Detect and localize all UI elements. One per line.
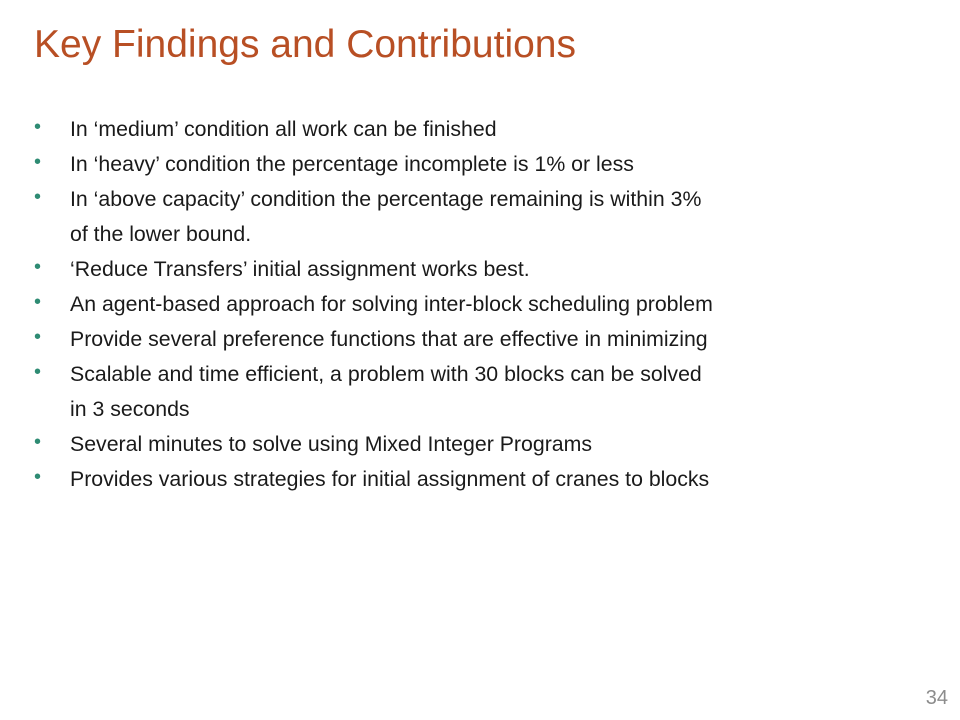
bullet-item	[34, 287, 960, 322]
bullet-item	[34, 462, 960, 497]
bullet-icon: •	[34, 466, 42, 488]
bullet-icon: •	[34, 291, 42, 313]
bullet-icon: •	[34, 361, 42, 383]
bullet-icon: •	[34, 326, 42, 348]
bullet-text: ‘Reduce Transfers’ initial assignment works best.	[70, 257, 530, 281]
slide-title: Key Findings and Contributions	[34, 23, 576, 66]
bullet-text: An agent-based approach for solving inter-block scheduling problem	[70, 292, 713, 316]
bullet-item	[34, 112, 960, 147]
bullet-text: In ‘above capacity’ condition the percentage remaining is within 3% of the lower bound.	[70, 187, 702, 246]
bullet-icon: •	[34, 431, 42, 453]
bullet-item	[34, 427, 960, 462]
bullet-text: Provides various strategies for initial assignment of cranes to blocks	[70, 467, 710, 491]
page-number: 34	[925, 687, 948, 709]
bullet-item	[34, 252, 960, 287]
bullet-list	[34, 112, 960, 497]
bullet-icon: •	[34, 186, 42, 208]
bullet-item	[34, 357, 960, 427]
bullet-item	[34, 147, 960, 182]
bullet-text: Provide several preference functions that are effective in minimizing	[70, 327, 708, 351]
bullet-text: Scalable and time efficient, a problem with 30 blocks can be solved in 3 seconds	[70, 362, 702, 421]
bullet-text: Several minutes to solve using Mixed Integer Programs	[70, 432, 593, 456]
bullet-text: In ‘medium’ condition all work can be finished	[70, 117, 497, 141]
bullet-icon: •	[34, 256, 42, 278]
bullet-item	[34, 322, 960, 357]
bullet-text: In ‘heavy’ condition the percentage incomplete is 1% or less	[70, 152, 634, 176]
bullet-item	[34, 182, 960, 252]
bullet-icon: •	[34, 116, 42, 138]
bullet-icon: •	[34, 151, 42, 173]
